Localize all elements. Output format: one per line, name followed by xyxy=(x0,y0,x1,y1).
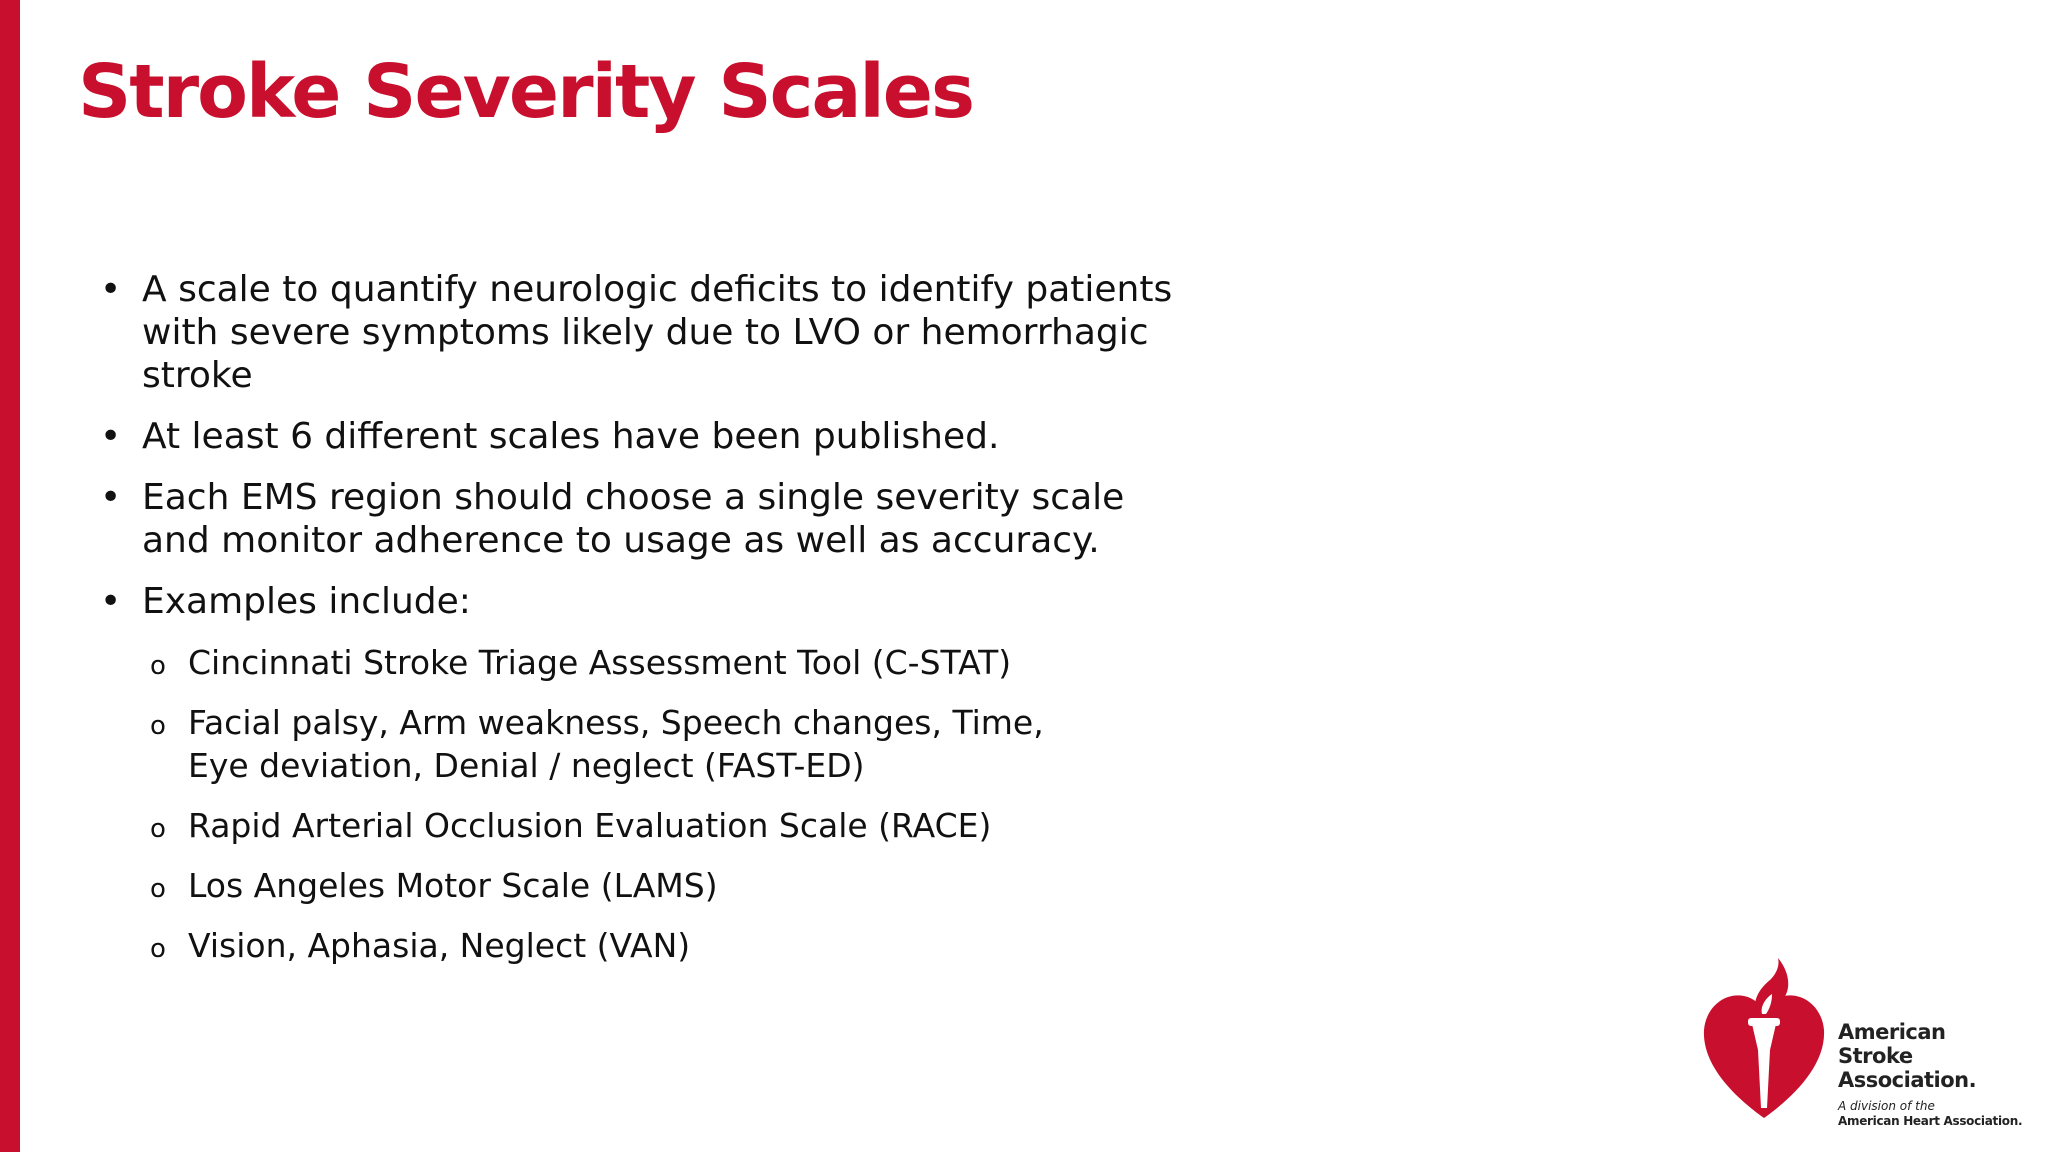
example-text: Facial palsy, Arm weakness, Speech changes, Time, xyxy=(188,703,1044,742)
logo-parent: American Heart Association. xyxy=(1838,1114,2023,1128)
heart-torch-icon xyxy=(1696,958,1832,1128)
bullet-item: • At least 6 different scales have been published. xyxy=(100,415,1200,458)
example-item xyxy=(100,864,1200,907)
logo-line: Stroke xyxy=(1838,1044,1913,1068)
asa-logo xyxy=(1696,958,2036,1128)
example-text: Rapid Arterial Occlusion Evaluation Scale (RACE) xyxy=(188,806,992,845)
example-item xyxy=(100,804,1200,847)
example-text: Cincinnati Stroke Triage Assessment Tool (C-STAT) xyxy=(188,643,1012,682)
accent-bar xyxy=(0,0,20,1152)
example-text-continued: Eye deviation, Denial / neglect (FAST-ED) xyxy=(188,746,865,785)
example-text: Vision, Aphasia, Neglect (VAN) xyxy=(188,926,691,965)
slide-title: Stroke Severity Scales xyxy=(78,49,974,135)
example-item xyxy=(100,924,1200,967)
bullet-item: • A scale to quantify neurologic deficits to identify patients with severe symptoms likely due to LVO or hemorrhagic stroke xyxy=(100,268,1200,397)
slide-content xyxy=(100,268,1200,984)
logo-line: American xyxy=(1838,1020,1946,1044)
examples-list xyxy=(100,641,1200,967)
logo-wordmark xyxy=(1838,1020,2022,1128)
example-item xyxy=(100,641,1200,684)
logo-division: A division of the xyxy=(1838,1099,1935,1113)
example-item xyxy=(100,701,1200,787)
bullet-item: • Each EMS region should choose a single severity scale and monitor adherence to usage as well as accuracy. xyxy=(100,476,1200,562)
bullet-item: • Examples include: xyxy=(100,580,1200,623)
bullet-list xyxy=(100,268,1200,623)
logo-line: Association. xyxy=(1838,1068,1977,1092)
example-text: Los Angeles Motor Scale (LAMS) xyxy=(188,866,718,905)
